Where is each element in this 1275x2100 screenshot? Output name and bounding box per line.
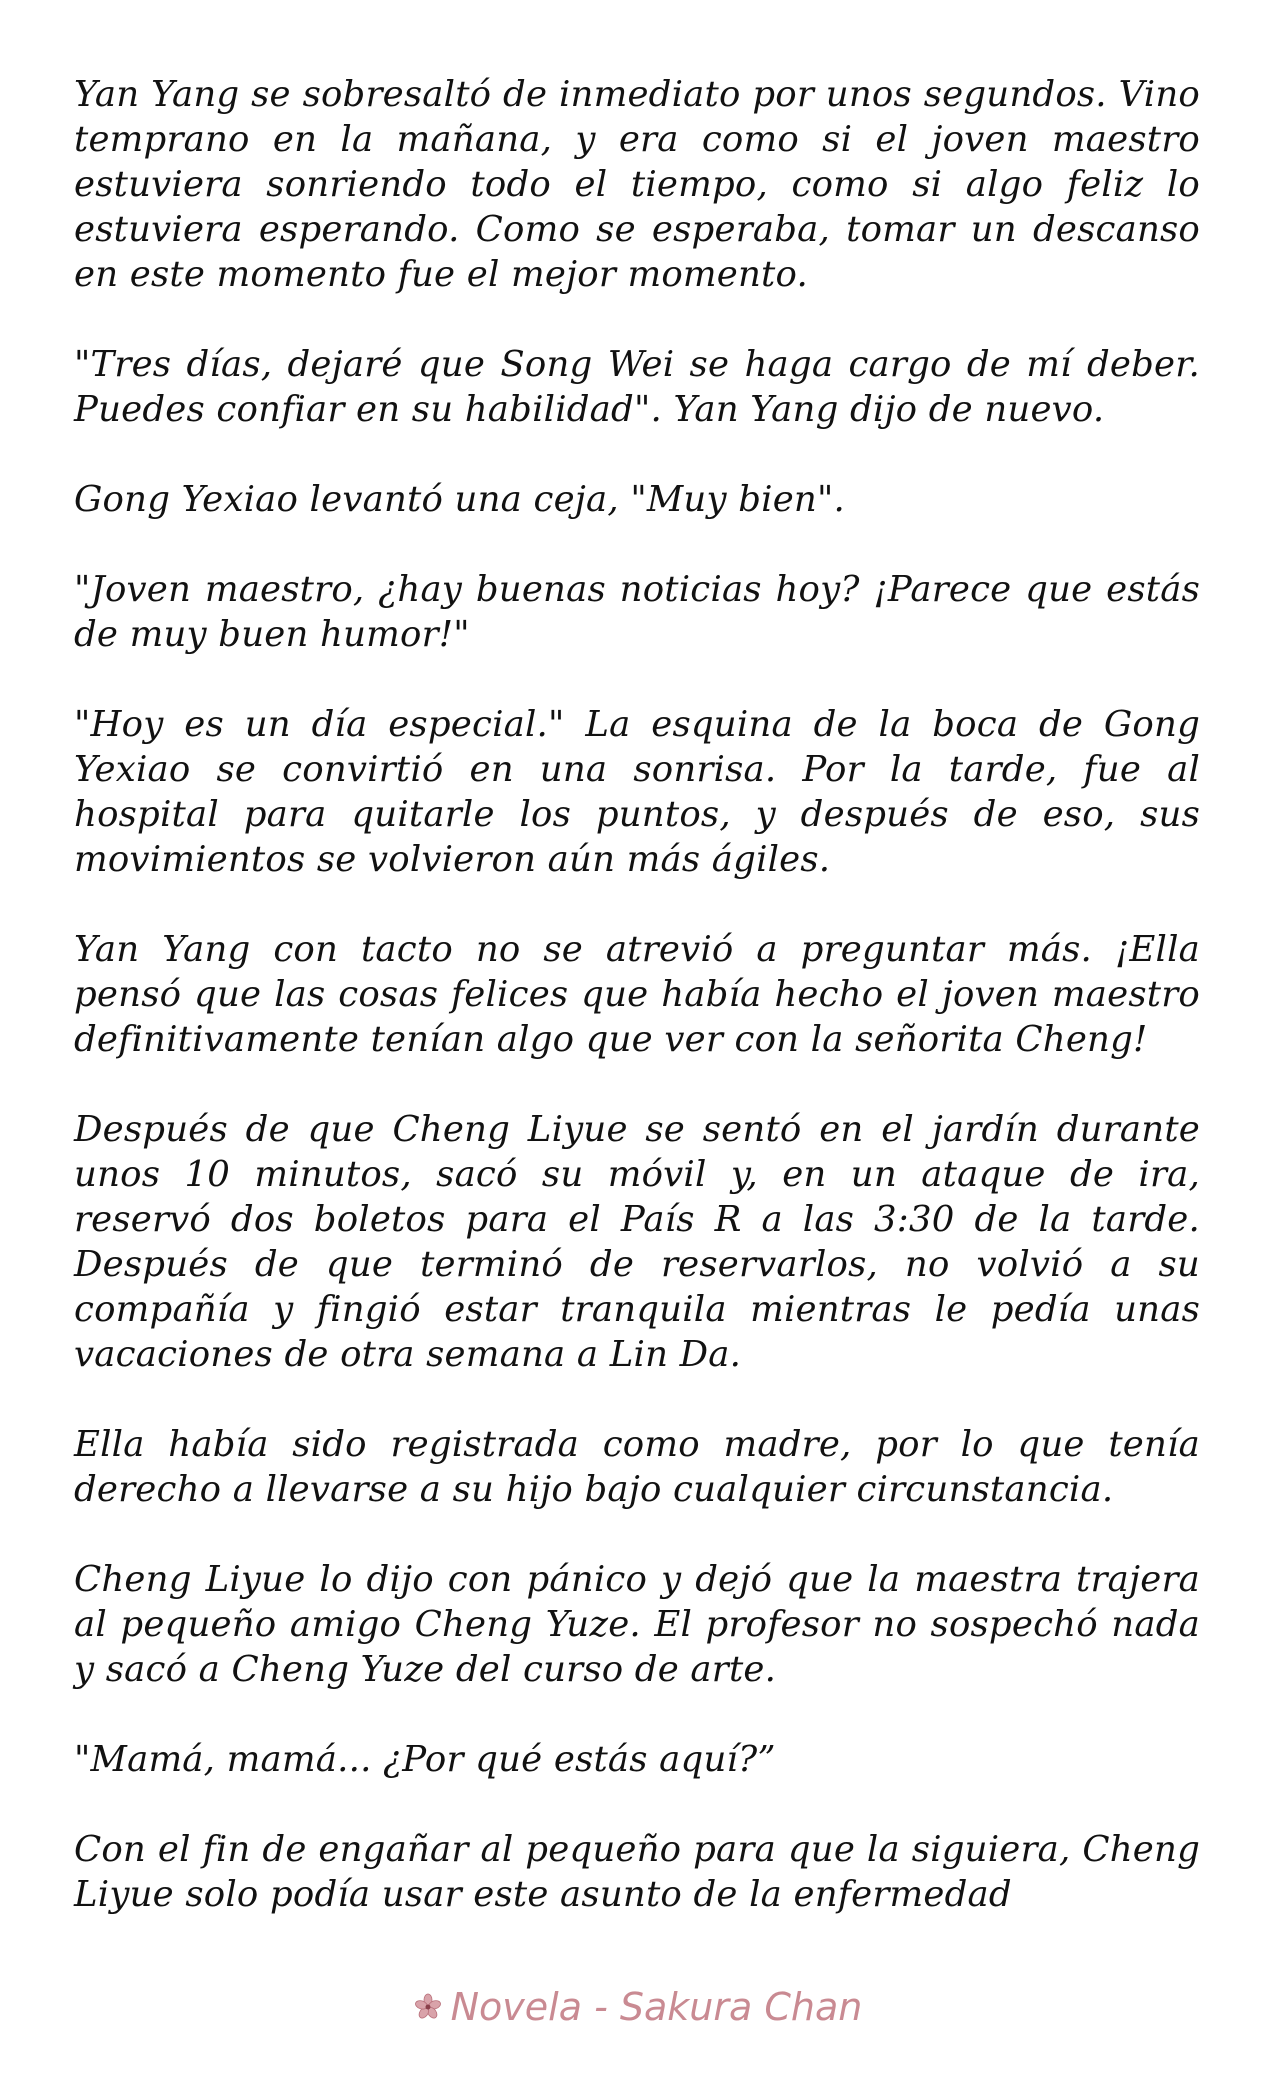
paragraph: Después de que Cheng Liyue se sentó en el jardín durante unos 10 minutos, sacó su móvil y, en un ataque de ira, reservó dos boletos para el País R a las 3:30 de la tarde. Después de que terminó de reservarlos, no volvió a su compañía y fingió estar tranquila mientras le pedía unas vacaciones de otra semana a Lin Da. [74, 1109, 1200, 1375]
paragraph: "Tres días, dejaré que Song Wei se haga cargo de mí deber. Puedes confiar en su habilidad". Yan Yang dijo de nuevo. [74, 344, 1200, 430]
paragraph: "Mamá, mamá... ¿Por qué estás aquí?” [74, 1739, 776, 1780]
paragraph: Cheng Liyue lo dijo con pánico y dejó que la maestra trajera al pequeño amigo Cheng Yuze. El profesor no sospechó nada y sacó a Cheng Yuze del curso de arte. [74, 1559, 1200, 1690]
document-body [74, 72, 1200, 1917]
paragraph: Gong Yexiao levantó una ceja, "Muy bien". [74, 479, 845, 520]
paragraph: "Hoy es un día especial." La esquina de la boca de Gong Yexiao se convirtió en una sonrisa. Por la tarde, fue al hospital para quitarle los puntos, y después de eso, sus movimientos se volvieron aún más ágiles. [74, 704, 1200, 880]
watermark-footer [0, 1982, 1275, 2032]
paragraph: Con el fin de engañar al pequeño para que la siguiera, Cheng Liyue solo podía usar este asunto de la enfermedad [74, 1829, 1200, 1915]
footer-text: Novela - Sakura Chan [450, 1985, 863, 2029]
paragraph: Ella había sido registrada como madre, por lo que tenía derecho a llevarse a su hijo bajo cualquier circunstancia. [74, 1424, 1200, 1510]
paragraph: "Joven maestro, ¿hay buenas noticias hoy? ¡Parece que estás de muy buen humor!" [74, 569, 1200, 655]
paragraph: Yan Yang con tacto no se atrevió a preguntar más. ¡Ella pensó que las cosas felices que había hecho el joven maestro definitivamente tenían algo que ver con la señorita Cheng! [74, 929, 1200, 1060]
paragraph: Yan Yang se sobresaltó de inmediato por unos segundos. Vino temprano en la mañana, y era como si el joven maestro estuviera sonriendo todo el tiempo, como si algo feliz lo estuviera esperando. Como se esperaba, tomar un descanso en este momento fue el mejor momento. [74, 74, 1200, 295]
sakura-flower-icon [413, 1984, 443, 2014]
